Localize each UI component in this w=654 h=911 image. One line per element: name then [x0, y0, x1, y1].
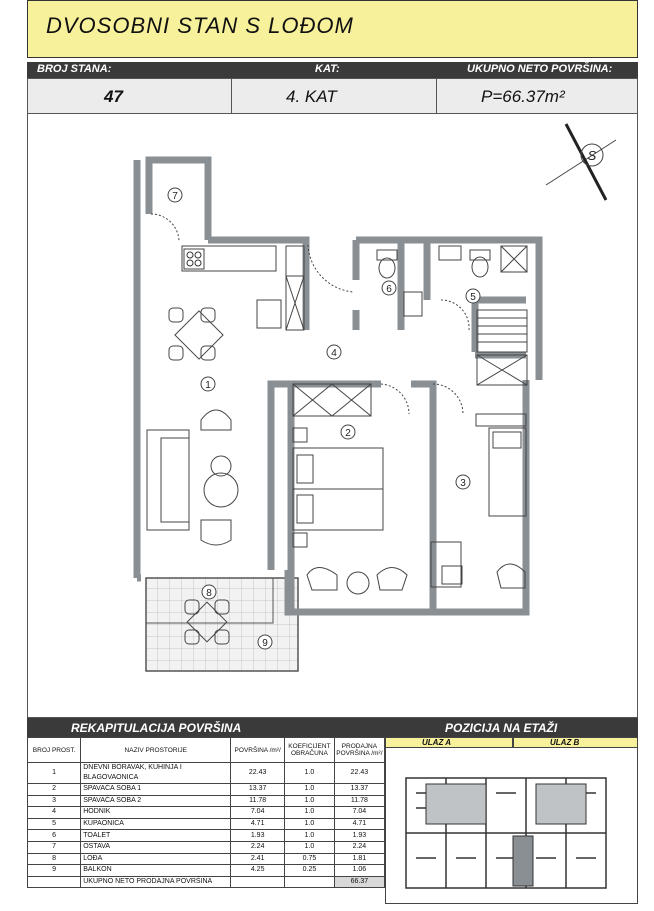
floor-position-map [386, 748, 637, 902]
entrance-b-label: ULAZ B [550, 738, 580, 747]
exterior-walls [137, 160, 539, 612]
cell-area: 22.43 [231, 763, 285, 784]
cell-room-name: HODNIK [81, 807, 231, 819]
cell-area: 2.41 [231, 853, 285, 865]
cell-area: 13.37 [231, 784, 285, 796]
room-number-7: 7 [172, 191, 178, 202]
armchair [201, 520, 231, 545]
compass-letter: S [587, 148, 597, 163]
col-header-area: POVRŠINA /m²/ [231, 738, 285, 763]
cell-room-no: 8 [28, 853, 81, 865]
cell-area: 7.04 [231, 807, 285, 819]
table-row [28, 795, 385, 807]
floor-plan-drawing [28, 114, 637, 717]
area-recap-table [27, 737, 385, 888]
room-number-5: 5 [470, 292, 476, 303]
cell-room-name: DNEVNI BORAVAK, KUHINJA I BLAGOVAONICA [81, 763, 231, 784]
cell-room-name: KUPAONICA [81, 818, 231, 830]
header-labels-bar [27, 62, 638, 78]
cell-room-name: TOALET [81, 830, 231, 842]
cell-room-name: SPAVAĆA SOBA 2 [81, 795, 231, 807]
single-bed [489, 428, 526, 516]
entrance-a-label-box [385, 737, 513, 748]
table-row [28, 865, 385, 877]
cell-coefficient: 1.0 [285, 763, 335, 784]
table-header-row [28, 738, 385, 763]
cell-room-no: 4 [28, 807, 81, 819]
room-number-6: 6 [386, 284, 392, 295]
table-row [28, 853, 385, 865]
balcony-area [146, 578, 298, 671]
dining-table [169, 308, 223, 360]
cell-sale-area: 1.93 [334, 830, 384, 842]
cell-coefficient: 1.0 [285, 784, 335, 796]
cell-sale-area: 2.24 [334, 841, 384, 853]
north-compass [546, 124, 616, 200]
cell-sale-area: 11.78 [334, 795, 384, 807]
wardrobe [293, 384, 371, 416]
col-header-name: NAZIV PROSTORIJE [81, 738, 231, 763]
room-number-8: 8 [206, 588, 212, 599]
room-number-2: 2 [345, 428, 351, 439]
recap-header-bar [27, 718, 638, 737]
total-label: UKUPNO NETO PRODAJNA POVRŠINA [81, 876, 231, 888]
total-value: 66.37 [334, 876, 384, 888]
entrance-b-label-box [513, 737, 638, 748]
room-number-4: 4 [331, 348, 337, 359]
cell-room-no: 7 [28, 841, 81, 853]
apartment-number-cell [28, 79, 232, 113]
room-number-9: 9 [262, 638, 268, 649]
floor-label: KAT: [315, 63, 340, 75]
net-area-value: P=66.37m² [481, 87, 565, 106]
cell-sale-area: 13.37 [334, 784, 384, 796]
apartment-number: 47 [104, 87, 123, 106]
cell-area: 1.93 [231, 830, 285, 842]
table-row [28, 830, 385, 842]
apartment-number-label: BROJ STANA: [37, 63, 112, 75]
header-values-row [27, 78, 638, 114]
cell-coefficient: 0.25 [285, 865, 335, 877]
cell-room-name: OSTAVA [81, 841, 231, 853]
cell-room-no: 5 [28, 818, 81, 830]
cell-coefficient: 1.0 [285, 807, 335, 819]
entrance-a-label: ULAZ A [422, 738, 452, 747]
cell-room-name: LOĐA [81, 853, 231, 865]
net-area-cell [437, 79, 637, 113]
cell-room-no: 3 [28, 795, 81, 807]
title-bar [27, 0, 638, 58]
cell-area: 4.25 [231, 865, 285, 877]
kitchen-counter [182, 246, 276, 271]
stairs [477, 310, 527, 352]
cell-sale-area: 22.43 [334, 763, 384, 784]
cell-coefficient: 1.0 [285, 795, 335, 807]
col-header-sale: PRODAJNA POVRŠINA /m²/ [334, 738, 384, 763]
recap-title: REKAPITULACIJA POVRŠINA [71, 721, 242, 735]
floor-cell [232, 79, 437, 113]
table-row [28, 807, 385, 819]
cell-room-no: 1 [28, 763, 81, 784]
cell-coefficient: 1.0 [285, 841, 335, 853]
room-number-1: 1 [205, 380, 211, 391]
cell-coefficient: 0.75 [285, 853, 335, 865]
cell-room-name: SPAVAĆA SOBA 1 [81, 784, 231, 796]
cell-sale-area: 1.81 [334, 853, 384, 865]
table-total-row [28, 876, 385, 888]
cell-room-no: 2 [28, 784, 81, 796]
position-title: POZICIJA NA ETAŽI [445, 721, 558, 735]
apartment-type-title: DVOSOBNI STAN S LOĐOM [46, 13, 354, 38]
cell-area: 11.78 [231, 795, 285, 807]
armchair [201, 410, 231, 430]
cell-room-no: 9 [28, 865, 81, 877]
cell-room-name: BALKON [81, 865, 231, 877]
cell-sale-area: 7.04 [334, 807, 384, 819]
highlighted-apartment [513, 836, 533, 886]
col-header-no: BROJ PROST. [28, 738, 81, 763]
floor-position-box [385, 748, 638, 904]
table-row [28, 763, 385, 784]
cell-coefficient: 1.0 [285, 818, 335, 830]
sofa [147, 430, 189, 530]
cell-area: 2.24 [231, 841, 285, 853]
cell-room-no: 6 [28, 830, 81, 842]
cell-coefficient: 1.0 [285, 830, 335, 842]
floor-plan [27, 114, 638, 718]
room-number-3: 3 [460, 478, 466, 489]
cell-sale-area: 4.71 [334, 818, 384, 830]
cell-sale-area: 1.06 [334, 865, 384, 877]
table-row [28, 784, 385, 796]
table-row [28, 818, 385, 830]
floor-value: 4. KAT [286, 87, 337, 106]
coffee-table [204, 473, 238, 507]
cell-area: 4.71 [231, 818, 285, 830]
col-header-coef: KOEFICIJENT OBRAČUNA [285, 738, 335, 763]
net-area-label: UKUPNO NETO POVRŠINA: [467, 63, 613, 75]
table-row [28, 841, 385, 853]
